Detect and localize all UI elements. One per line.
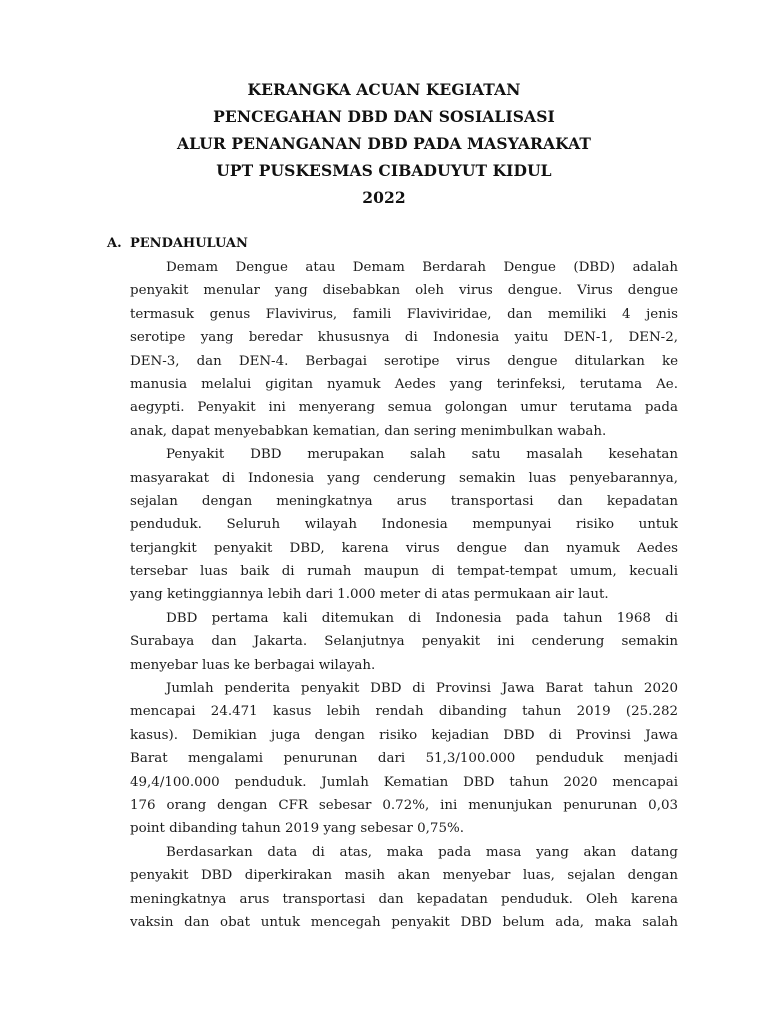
text-line: Jumlah penderita penyakit DBD di Provinsi Jawa Barat tahun 2020: [166, 681, 678, 697]
text-line: anak, dapat menyebabkan kematian, dan sering menimbulkan wabah.: [130, 423, 607, 439]
text-line: meningkatnya arus transportasi dan kepadatan penduduk. Oleh karena: [130, 891, 678, 907]
text-line: menyebar luas ke berbagai wilayah.: [130, 657, 376, 673]
title-line: PENCEGAHAN DBD DAN SOSIALISASI: [213, 107, 555, 126]
title-line: ALUR PENANGANAN DBD PADA MASYARAKAT: [177, 134, 591, 153]
text-line: Barat mengalami penurunan dari 51,3/100.000 penduduk menjadi: [130, 751, 678, 767]
text-line: Surabaya dan Jakarta. Selanjutnya penyakit ini cenderung semakin: [130, 634, 678, 650]
text-line: 49,4/100.000 penduduk. Jumlah Kematian DBD tahun 2020 mencapai: [130, 774, 678, 790]
title-line: UPT PUSKESMAS CIBADUYUT KIDUL: [216, 161, 552, 180]
text-line: serotipe yang beredar khususnya di Indonesia yaitu DEN-1, DEN-2,: [130, 330, 678, 346]
section-heading: [107, 234, 248, 254]
paragraph: [130, 256, 678, 443]
text-line: aegypti. Penyakit ini menyerang semua golongan umur terutama pada: [130, 400, 678, 416]
text-line: sejalan dengan meningkatnya arus transportasi dan kepadatan: [130, 493, 678, 509]
document-title: [0, 76, 768, 211]
text-line: DBD pertama kali ditemukan di Indonesia pada tahun 1968 di: [166, 610, 678, 626]
text-line: manusia melalui gigitan nyamuk Aedes yang terinfeksi, terutama Ae.: [130, 376, 678, 392]
section-letter: A.: [107, 236, 122, 251]
body-text: [130, 256, 678, 934]
text-line: penyakit menular yang disebabkan oleh virus dengue. Virus dengue: [130, 283, 678, 299]
paragraph: [130, 443, 678, 607]
text-line: yang ketinggiannya lebih dari 1.000 meter di atas permukaan air laut.: [130, 587, 609, 603]
text-line: mencapai 24.471 kasus lebih rendah dibanding tahun 2019 (25.282: [130, 704, 678, 720]
title-line: KERANGKA ACUAN KEGIATAN: [247, 80, 521, 99]
paragraph: [130, 607, 678, 677]
text-line: 176 orang dengan CFR sebesar 0.72%, ini menunjukan penurunan 0,03: [130, 797, 678, 813]
section-title: PENDAHULUAN: [130, 236, 248, 251]
text-line: penduduk. Seluruh wilayah Indonesia mempunyai risiko untuk: [130, 517, 678, 533]
paragraph: [130, 677, 678, 841]
text-line: penyakit DBD diperkirakan masih akan menyebar luas, sejalan dengan: [130, 868, 678, 884]
text-line: Berdasarkan data di atas, maka pada masa yang akan datang: [166, 844, 678, 860]
paragraph: [130, 841, 678, 935]
title-year: 2022: [362, 188, 406, 207]
text-line: vaksin dan obat untuk mencegah penyakit DBD belum ada, maka salah: [130, 914, 678, 930]
text-line: Demam Dengue atau Demam Berdarah Dengue (DBD) adalah: [166, 260, 678, 275]
text-line: DEN-3, dan DEN-4. Berbagai serotipe virus dengue ditularkan ke: [130, 353, 678, 369]
text-line: tersebar luas baik di rumah maupun di tempat-tempat umum, kecuali: [130, 564, 678, 580]
text-line: masyarakat di Indonesia yang cenderung semakin luas penyebarannya,: [130, 470, 678, 486]
text-line: Penyakit DBD merupakan salah satu masalah kesehatan: [166, 447, 678, 463]
text-line: kasus). Demikian juga dengan risiko kejadian DBD di Provinsi Jawa: [130, 727, 678, 743]
text-line: point dibanding tahun 2019 yang sebesar 0,75%.: [130, 821, 464, 837]
text-line: terjangkit penyakit DBD, karena virus dengue dan nyamuk Aedes: [130, 540, 678, 556]
text-line: termasuk genus Flavivirus, famili Flaviviridae, dan memiliki 4 jenis: [130, 306, 678, 322]
